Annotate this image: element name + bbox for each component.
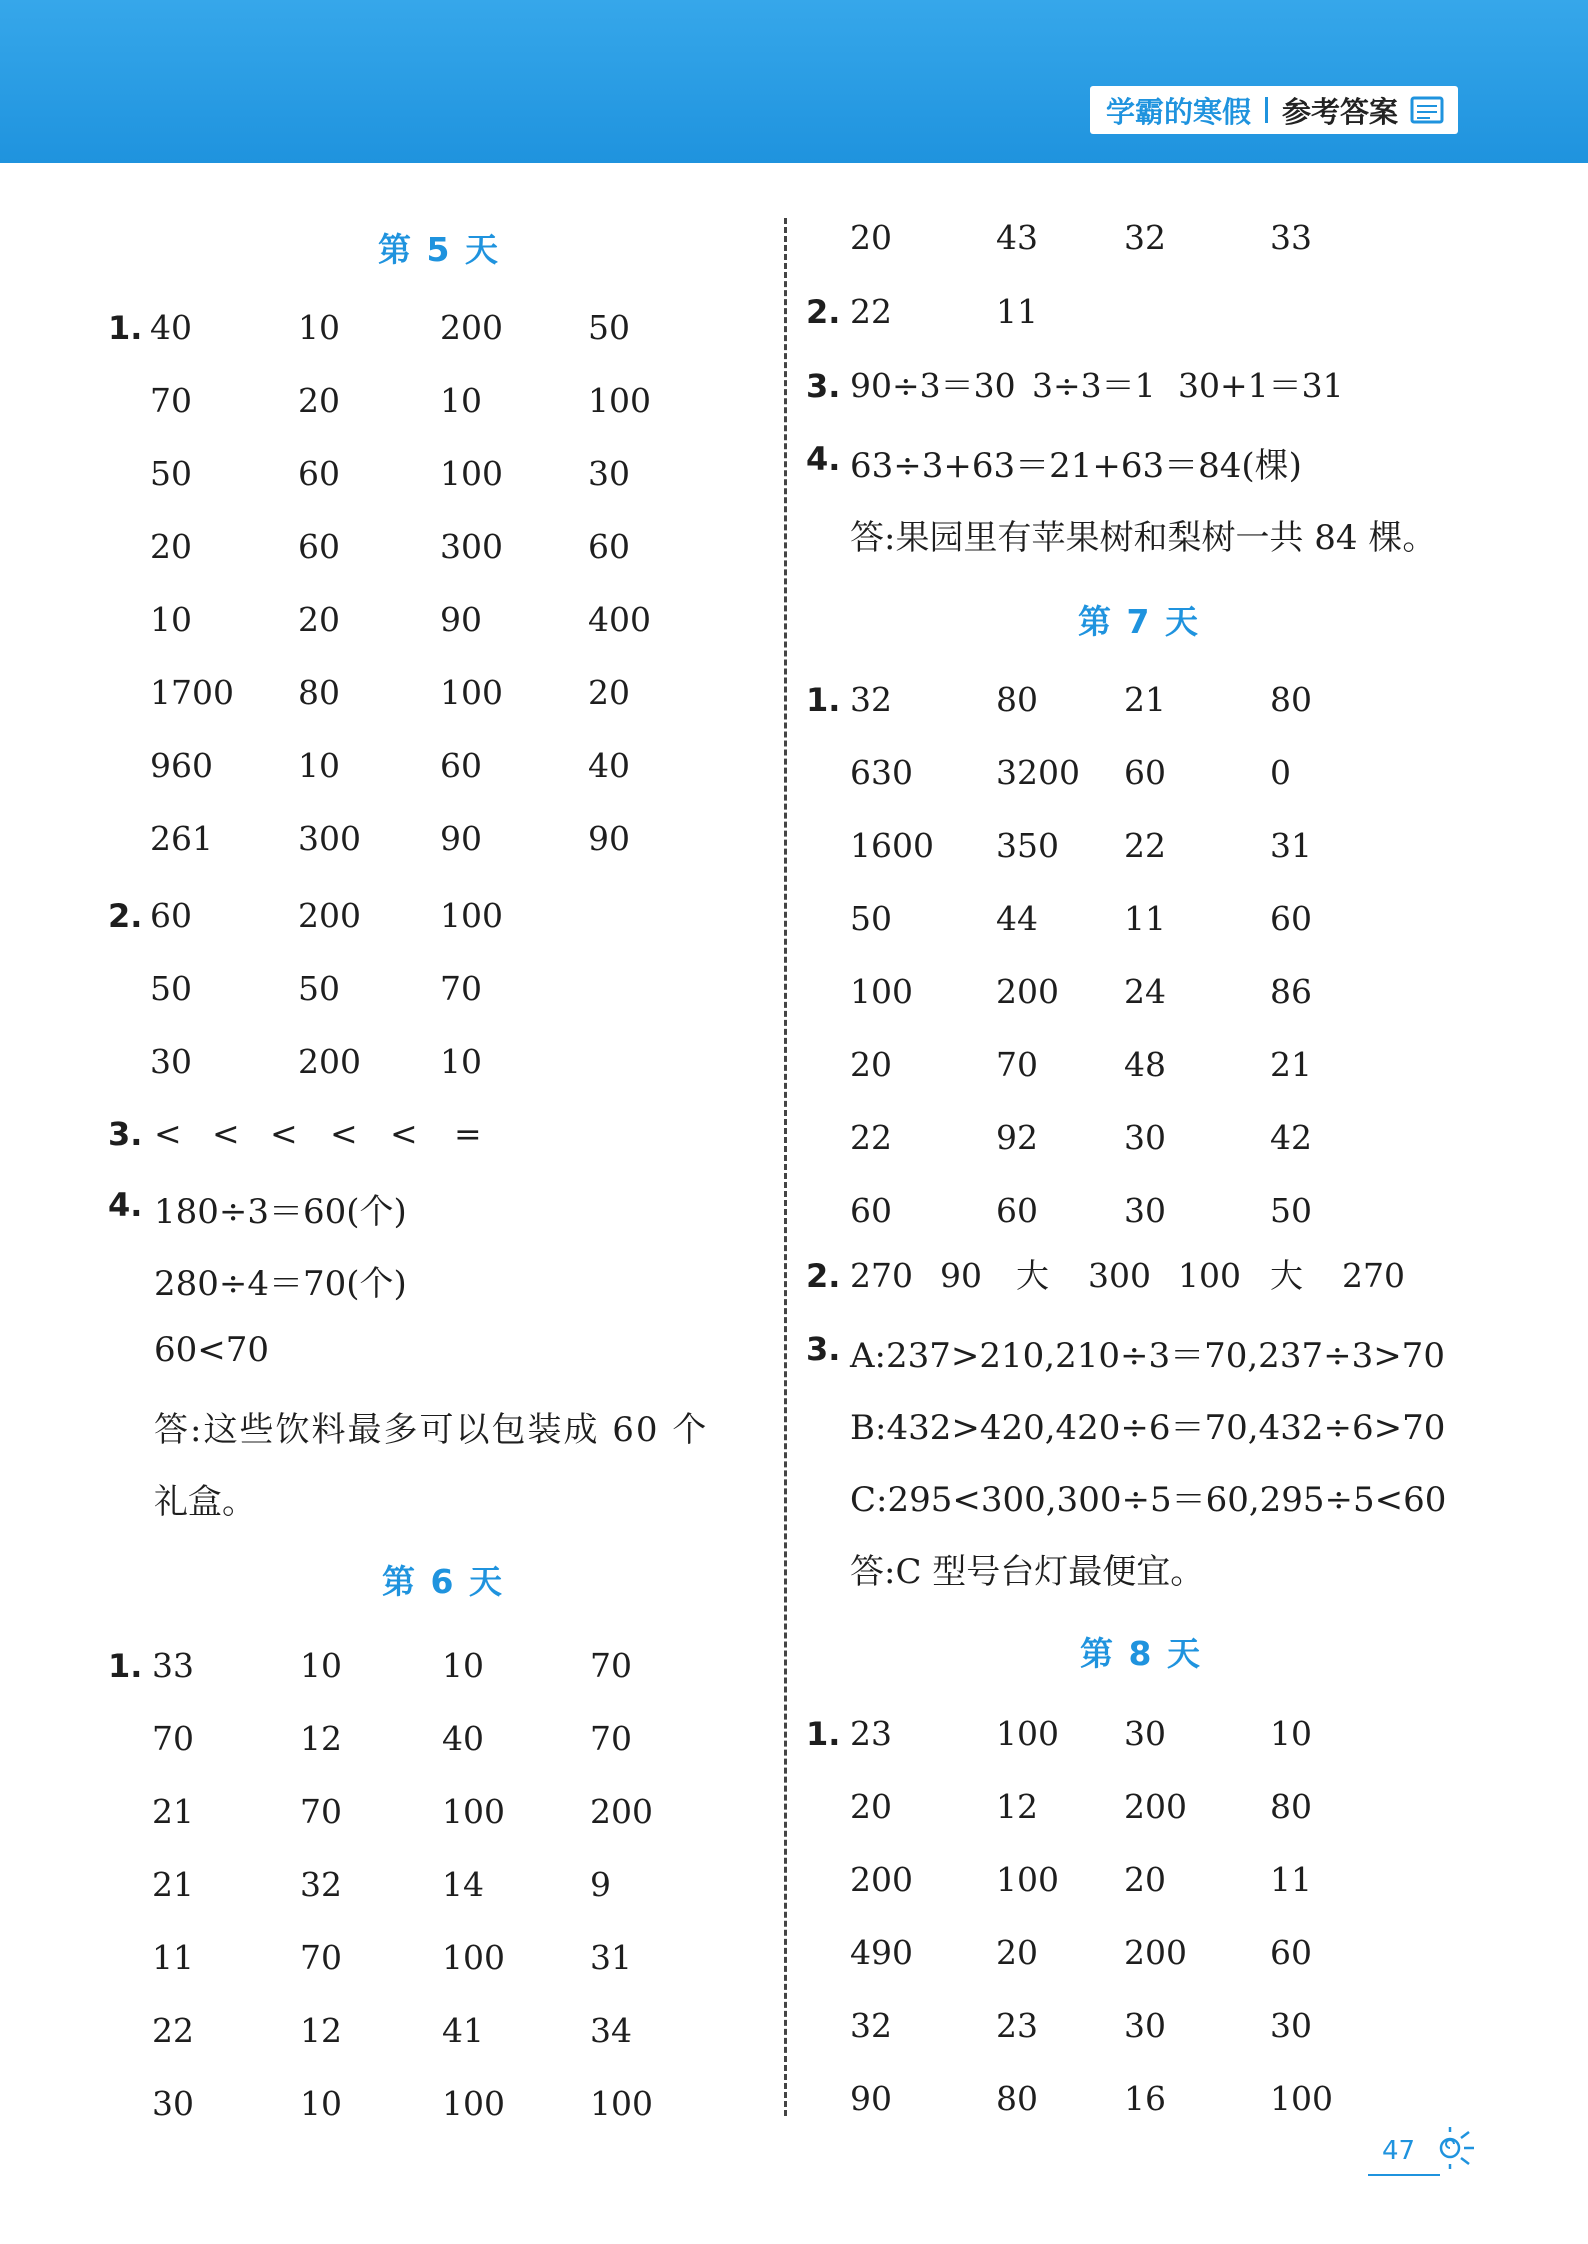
cell: 960	[150, 746, 213, 785]
day5-q4-line: 280÷4＝70(个)	[154, 1264, 407, 1304]
cell: 0	[1270, 753, 1291, 792]
page-number: 47	[1382, 2136, 1416, 2166]
cell: 22	[850, 1118, 892, 1157]
cell: 100	[996, 1714, 1059, 1753]
cell: 90	[940, 1256, 982, 1295]
cell: 100	[440, 454, 503, 493]
day7-q3-line: B:432>420,420÷6＝70,432÷6>70	[850, 1408, 1446, 1448]
cell: 200	[1124, 1787, 1187, 1826]
q-number: 1.	[108, 1647, 143, 1685]
cell: 22	[850, 292, 892, 331]
cell: 490	[850, 1933, 913, 1972]
day7-q3-line: A:237>210,210÷3＝70,237÷3>70	[850, 1336, 1445, 1376]
cell: 20	[850, 1787, 892, 1826]
cell: 300	[1088, 1256, 1151, 1295]
cell: 100	[442, 2084, 505, 2123]
cell: 24	[1124, 972, 1166, 1011]
cell: 11	[152, 1938, 194, 1977]
cell: 100	[1178, 1256, 1241, 1295]
q-number: 1.	[806, 1715, 841, 1753]
cell: 3÷3＝1	[1032, 366, 1156, 405]
cell: 32	[1124, 218, 1166, 257]
day5-q4-line: 180÷3＝60(个)	[154, 1192, 407, 1232]
cell: 30	[1124, 1714, 1166, 1753]
cell: 100	[1270, 2079, 1333, 2118]
cell: 10	[298, 746, 340, 785]
q-number: 4.	[806, 440, 841, 478]
cell: 200	[440, 308, 503, 347]
cell: 90÷3＝30	[850, 366, 1016, 405]
q-number: 2.	[108, 897, 143, 935]
brand-separator	[1265, 97, 1268, 123]
cell: 21	[152, 1865, 194, 1904]
cell: 100	[996, 1860, 1059, 1899]
cell: <	[330, 1114, 358, 1153]
cell: 40	[588, 746, 630, 785]
q-number: 4.	[108, 1186, 143, 1224]
day7-q3-line: C:295<300,300÷5＝60,295÷5<60	[850, 1480, 1447, 1520]
cell: 21	[1124, 680, 1166, 719]
cell: 大	[1016, 1256, 1049, 1295]
cell: 70	[300, 1792, 342, 1831]
cell: 34	[590, 2011, 632, 2050]
cell: 23	[996, 2006, 1038, 2045]
cell: 200	[1124, 1933, 1187, 1972]
cell: 1600	[850, 826, 934, 865]
cell: 300	[440, 527, 503, 566]
cell: 3200	[996, 753, 1080, 792]
cell: 80	[1270, 680, 1312, 719]
cell: 261	[150, 819, 213, 858]
cell: 12	[300, 2011, 342, 2050]
cell: 10	[300, 1646, 342, 1685]
cell: 200	[298, 896, 361, 935]
cell: 41	[442, 2011, 484, 2050]
cell: 60	[150, 896, 192, 935]
cell: 20	[850, 1045, 892, 1084]
cell: 23	[850, 1714, 892, 1753]
cell: 70	[590, 1719, 632, 1758]
cell: 48	[1124, 1045, 1166, 1084]
day5-q4-answer-cont: 礼盒。	[154, 1482, 256, 1522]
cell: 90	[588, 819, 630, 858]
cell: 10	[298, 308, 340, 347]
cell: 60	[1124, 753, 1166, 792]
cell: 50	[588, 308, 630, 347]
cell: 12	[996, 1787, 1038, 1826]
cell: 86	[1270, 972, 1312, 1011]
cell: 60	[588, 527, 630, 566]
cell: 100	[440, 673, 503, 712]
cell: 40	[150, 308, 192, 347]
cell: 200	[850, 1860, 913, 1899]
cell: 92	[996, 1118, 1038, 1157]
cell: 630	[850, 753, 913, 792]
cell: 70	[440, 969, 482, 1008]
day7-q3-answer: 答:C 型号台灯最便宜。	[850, 1552, 1205, 1592]
cell: 10	[300, 2084, 342, 2123]
book-icon	[1410, 94, 1444, 126]
cell: 32	[850, 680, 892, 719]
column-divider	[784, 218, 787, 2116]
cell: 350	[996, 826, 1059, 865]
cell: 10	[150, 600, 192, 639]
cell: 30	[1270, 2006, 1312, 2045]
cell: 40	[442, 1719, 484, 1758]
cell: 100	[442, 1792, 505, 1831]
cell: 21	[1270, 1045, 1312, 1084]
cell: 90	[440, 819, 482, 858]
cell: 11	[1270, 1860, 1312, 1899]
cell: 30	[1124, 1118, 1166, 1157]
brand-title: 学霸的寒假	[1105, 94, 1251, 129]
cell: 70	[300, 1938, 342, 1977]
cell: 50	[850, 899, 892, 938]
page-number-underline	[1368, 2174, 1440, 2176]
cell: 20	[996, 1933, 1038, 1972]
sun-icon	[1430, 2124, 1478, 2172]
cell: 30	[1124, 1191, 1166, 1230]
cell: 31	[590, 1938, 632, 1977]
day6-q4-answer: 答:果园里有苹果树和梨树一共 84 棵。	[850, 518, 1437, 558]
cell: 60	[298, 527, 340, 566]
cell: 20	[850, 218, 892, 257]
cell: 33	[152, 1646, 194, 1685]
cell: 200	[996, 972, 1059, 1011]
day5-q4-line: 60<70	[154, 1330, 270, 1370]
cell: 300	[298, 819, 361, 858]
cell: 100	[850, 972, 913, 1011]
cell: 80	[1270, 1787, 1312, 1826]
cell: =	[454, 1114, 482, 1153]
cell: 200	[298, 1042, 361, 1081]
cell: 44	[996, 899, 1038, 938]
cell: 22	[152, 2011, 194, 2050]
cell: 90	[440, 600, 482, 639]
cell: 60	[298, 454, 340, 493]
cell: 60	[1270, 899, 1312, 938]
cell: 270	[1342, 1256, 1405, 1295]
q-number: 2.	[806, 293, 841, 331]
cell: 60	[440, 746, 482, 785]
cell: 21	[152, 1792, 194, 1831]
brand-subtitle: 参考答案	[1281, 94, 1398, 129]
cell: 14	[442, 1865, 484, 1904]
day8-title: 第 8 天	[1080, 1634, 1202, 1673]
cell: 12	[300, 1719, 342, 1758]
day6-title: 第 6 天	[382, 1562, 504, 1601]
cell: 50	[150, 454, 192, 493]
cell: 270	[850, 1256, 913, 1295]
cell: 200	[590, 1792, 653, 1831]
cell: 31	[1270, 826, 1312, 865]
day6-q4-line: 63÷3+63＝21+63＝84(棵)	[850, 446, 1302, 486]
cell: 30	[588, 454, 630, 493]
q-number: 1.	[108, 309, 143, 347]
cell: 10	[440, 381, 482, 420]
cell: 42	[1270, 1118, 1312, 1157]
q-number: 1.	[806, 681, 841, 719]
cell: 22	[1124, 826, 1166, 865]
cell: 43	[996, 218, 1038, 257]
cell: 1700	[150, 673, 234, 712]
cell: 10	[1270, 1714, 1312, 1753]
cell: 10	[440, 1042, 482, 1081]
cell: 90	[850, 2079, 892, 2118]
day5-title: 第 5 天	[378, 230, 500, 269]
cell: <	[270, 1114, 298, 1153]
cell: 100	[588, 381, 651, 420]
cell: 11	[996, 292, 1038, 331]
brand-badge	[1090, 86, 1458, 134]
cell: 20	[588, 673, 630, 712]
cell: 30	[1124, 2006, 1166, 2045]
q-number: 3.	[806, 367, 841, 405]
cell: 10	[442, 1646, 484, 1685]
cell: 80	[996, 2079, 1038, 2118]
cell: <	[212, 1114, 240, 1153]
header-band	[0, 0, 1588, 163]
cell: 100	[442, 1938, 505, 1977]
day7-title: 第 7 天	[1078, 602, 1200, 641]
cell: 16	[1124, 2079, 1166, 2118]
cell: 80	[996, 680, 1038, 719]
cell: 20	[150, 527, 192, 566]
cell: 9	[590, 1865, 611, 1904]
cell: 400	[588, 600, 651, 639]
cell: <	[390, 1114, 418, 1153]
cell: 30	[150, 1042, 192, 1081]
cell: 32	[850, 2006, 892, 2045]
cell: <	[154, 1114, 182, 1153]
cell: 70	[152, 1719, 194, 1758]
cell: 70	[996, 1045, 1038, 1084]
cell: 60	[1270, 1933, 1312, 1972]
cell: 33	[1270, 218, 1312, 257]
cell: 20	[298, 600, 340, 639]
cell: 大	[1270, 1256, 1303, 1295]
cell: 30+1＝31	[1178, 366, 1344, 405]
cell: 60	[850, 1191, 892, 1230]
cell: 50	[298, 969, 340, 1008]
cell: 11	[1124, 899, 1166, 938]
cell: 32	[300, 1865, 342, 1904]
cell: 50	[150, 969, 192, 1008]
day5-q4-answer: 答:这些饮料最多可以包装成 60 个	[154, 1410, 709, 1450]
cell: 100	[440, 896, 503, 935]
cell: 30	[152, 2084, 194, 2123]
cell: 50	[1270, 1191, 1312, 1230]
cell: 70	[150, 381, 192, 420]
cell: 20	[298, 381, 340, 420]
q-number: 2.	[806, 1257, 841, 1295]
cell: 80	[298, 673, 340, 712]
cell: 100	[590, 2084, 653, 2123]
cell: 70	[590, 1646, 632, 1685]
cell: 20	[1124, 1860, 1166, 1899]
q-number: 3.	[806, 1330, 841, 1368]
q-number: 3.	[108, 1115, 143, 1153]
cell: 60	[996, 1191, 1038, 1230]
